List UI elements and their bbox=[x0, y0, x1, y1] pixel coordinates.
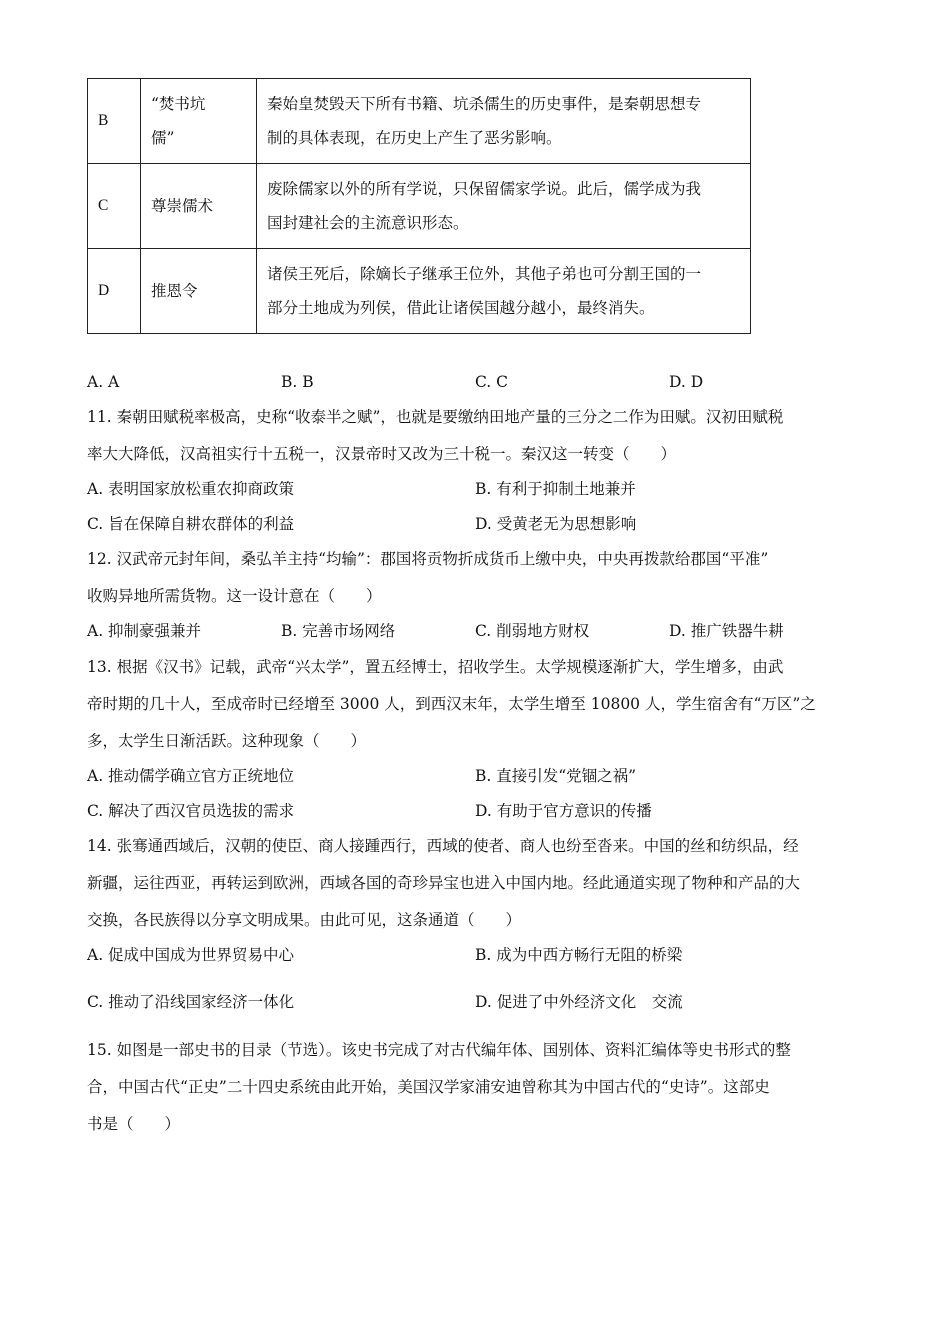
q13-stem-line: 帝时期的几十人，至成帝时已经增至 3000 人，到西汉末年，太学生增至 10800 人，学生宿舍有“万区”之 bbox=[87, 695, 816, 713]
option-letter: D bbox=[88, 249, 141, 334]
term-text: 儒” bbox=[151, 129, 175, 147]
q15-stem-line: 合，中国古代“正史”二十四史系统由此开始，美国汉学家浦安迪曾称其为中国古代的“史诗”。这部史 bbox=[87, 1078, 770, 1096]
q12-stem-line: 收购异地所需货物。这一设计意在（ ） bbox=[87, 587, 382, 605]
table-row bbox=[88, 164, 751, 249]
term-text: 尊崇儒术 bbox=[151, 197, 214, 215]
term-cell bbox=[141, 164, 257, 249]
q14-stem-line: 14. 张骞通西域后，汉朝的使臣、商人接踵西行，西域的使者、商人也纷至沓来。中国的丝和纺织品，经 bbox=[87, 837, 799, 855]
q13-stem-line: 多，太学生日渐活跃。这种现象（ ） bbox=[87, 732, 367, 750]
q15-stem-line: 书是（ ） bbox=[87, 1115, 181, 1133]
q13-option-d: D. 有助于官方意识的传播 bbox=[475, 802, 652, 820]
q13-option-b: B. 直接引发“党锢之祸” bbox=[475, 767, 637, 785]
q12-option-b: B. 完善市场网络 bbox=[281, 622, 396, 640]
q12-stem-line: 12. 汉武帝元封年间，桑弘羊主持“均输”：郡国将贡物折成货币上缴中央，中央再拨款给郡国“平准” bbox=[87, 550, 769, 568]
description-text: 秦始皇焚毁天下所有书籍、坑杀儒生的历史事件，是秦朝思想专 bbox=[267, 95, 702, 113]
term-text: “焚书坑 bbox=[151, 95, 206, 113]
option-letter: B bbox=[88, 79, 141, 164]
q10-option-c: C. C bbox=[475, 373, 509, 391]
description-text: 部分土地成为列侯，借此让诸侯国越分越小，最终消失。 bbox=[267, 299, 655, 317]
q14-stem-line: 交换，各民族得以分享文明成果。由此可见，这条通道（ ） bbox=[87, 911, 522, 929]
term-text: 推恩令 bbox=[151, 282, 198, 300]
q13-stem-line: 13. 根据《汉书》记载，武帝“兴太学”，置五经博士，招收学生。太学规模逐渐扩大，学生增多，由武 bbox=[87, 658, 784, 676]
q14-option-a: A. 促成中国成为世界贸易中心 bbox=[87, 946, 295, 964]
q14-option-c: C. 推动了沿线国家经济一体化 bbox=[87, 993, 295, 1011]
q11-option-d: D. 受黄老无为思想影响 bbox=[475, 515, 637, 533]
q13-option-c: C. 解决了西汉官员选拔的需求 bbox=[87, 802, 295, 820]
description-cell bbox=[257, 249, 751, 334]
term-cell bbox=[141, 79, 257, 164]
q14-option-b: B. 成为中西方畅行无阻的桥梁 bbox=[475, 946, 683, 964]
description-text: 废除儒家以外的所有学说，只保留儒家学说。此后，儒学成为我 bbox=[267, 180, 702, 198]
q10-option-a: A. A bbox=[87, 373, 120, 391]
description-cell bbox=[257, 164, 751, 249]
q11-stem-line: 11. 秦朝田赋税率极高，史称“收泰半之赋”，也就是要缴纳田地产量的三分之二作为田赋。汉初田赋税 bbox=[87, 408, 784, 426]
description-text: 诸侯王死后，除嫡长子继承王位外，其他子弟也可分割王国的一 bbox=[267, 265, 702, 283]
q10-option-b: B. B bbox=[281, 373, 314, 391]
q14-stem-line: 新疆，运往西亚，再转运到欧洲，西域各国的奇珍异宝也进入中国内地。经此通道实现了物种和产品的大 bbox=[87, 874, 801, 892]
q11-option-a: A. 表明国家放松重农抑商政策 bbox=[87, 480, 295, 498]
table-row bbox=[88, 79, 751, 164]
q11-option-b: B. 有利于抑制土地兼并 bbox=[475, 480, 636, 498]
description-cell bbox=[257, 79, 751, 164]
option-letter: C bbox=[88, 164, 141, 249]
table-row bbox=[88, 249, 751, 334]
q13-option-a: A. 推动儒学确立官方正统地位 bbox=[87, 767, 295, 785]
q15-stem-line: 15. 如图是一部史书的目录（节选）。该史书完成了对古代编年体、国别体、资料汇编体等史书形式的整 bbox=[87, 1041, 791, 1059]
q12-option-a: A. 抑制豪强兼并 bbox=[87, 622, 202, 640]
description-text: 制的具体表现，在历史上产生了恶劣影响。 bbox=[267, 129, 562, 147]
q12-option-d: D. 推广铁器牛耕 bbox=[669, 622, 784, 640]
q14-option-d: D. 促进了中外经济文化 交流 bbox=[475, 993, 683, 1011]
q11-option-c: C. 旨在保障自耕农群体的利益 bbox=[87, 515, 295, 533]
q10-option-d: D. D bbox=[669, 373, 704, 391]
q12-option-c: C. 削弱地方财权 bbox=[475, 622, 590, 640]
term-cell bbox=[141, 249, 257, 334]
description-text: 国封建社会的主流意识形态。 bbox=[267, 214, 469, 232]
answer-options-table bbox=[87, 78, 751, 334]
q11-stem-line: 率大大降低，汉高祖实行十五税一，汉景帝时又改为三十税一。秦汉这一转变（ ） bbox=[87, 445, 677, 463]
